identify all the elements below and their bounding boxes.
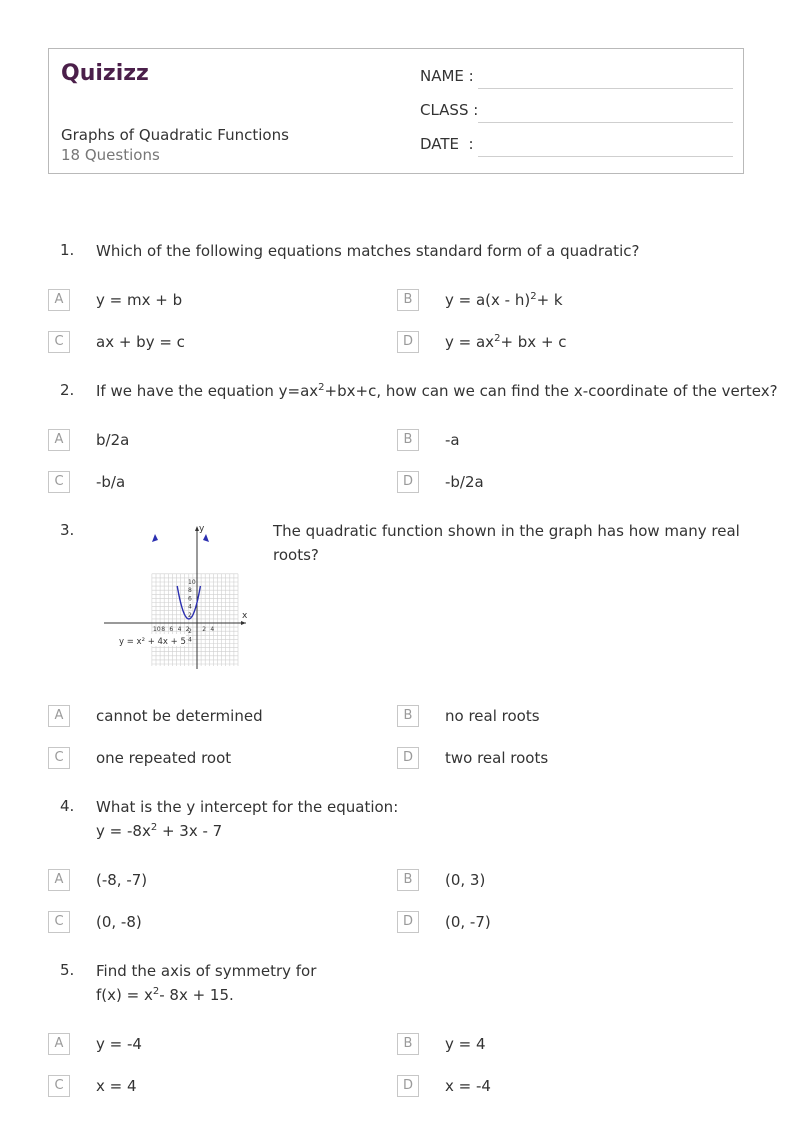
y-tick-label: 10 — [188, 579, 196, 586]
question-5-line-2-rest: - 8x + 15. — [159, 986, 234, 1004]
question-4-number: 4. — [60, 797, 75, 815]
q1-option-d-base: y = ax — [445, 333, 495, 351]
q4-option-b-text[interactable]: (0, 3) — [445, 871, 486, 889]
graph-grid — [152, 574, 238, 666]
class-line[interactable] — [478, 122, 733, 123]
y-tick-label: 6 — [188, 595, 192, 603]
q4-option-c-box[interactable]: C — [48, 911, 70, 933]
q5-option-a-text[interactable]: y = -4 — [96, 1035, 142, 1053]
q1-option-d-sup: 2 — [494, 333, 501, 344]
q1-option-b-box[interactable]: B — [397, 289, 419, 311]
question-2-text — [96, 379, 778, 403]
question-4-line-2-sup: 2 — [150, 822, 158, 833]
q1-option-b-text[interactable] — [445, 289, 563, 311]
question-4-text — [96, 795, 398, 843]
x-tick-label: 8 — [161, 626, 166, 633]
q1-option-d-rest: + bx + c — [500, 333, 567, 351]
curve-arrow-right — [203, 534, 209, 542]
q1-option-c-text[interactable]: ax + by = c — [96, 333, 185, 351]
class-label: CLASS : — [420, 101, 479, 119]
q1-option-b-rest: + k — [536, 291, 563, 309]
x-axis-arrow — [241, 621, 246, 625]
q2-option-c-text[interactable]: -b/a — [96, 473, 126, 491]
question-2-number: 2. — [60, 381, 75, 399]
name-field[interactable] — [420, 67, 733, 89]
question-5-text — [96, 959, 316, 1007]
q2-option-a-box[interactable]: A — [48, 429, 70, 451]
question-count: 18 Questions — [61, 146, 160, 164]
x-tick-label: 6 — [169, 626, 174, 633]
q2-option-b-text[interactable]: -a — [445, 431, 460, 449]
q3-option-c-text[interactable]: one repeated root — [96, 749, 232, 767]
x-tick-label: 10 — [153, 626, 161, 633]
q4-option-d-box[interactable]: D — [397, 911, 419, 933]
question-5-line-2-base: f(x) = x — [96, 986, 153, 1004]
name-label: NAME : — [420, 67, 474, 85]
question-2-text-rest: +bx+c, how can we can find the x-coordinate of the vertex? — [324, 382, 778, 400]
q4-option-d-text[interactable]: (0, -7) — [445, 913, 491, 931]
q1-option-d-text[interactable] — [445, 331, 567, 353]
x-tick-label: 2 — [185, 626, 190, 633]
q2-option-d-text[interactable]: -b/2a — [445, 473, 484, 491]
q4-option-c-text[interactable]: (0, -8) — [96, 913, 142, 931]
question-4-line-2-base: y = -8x — [96, 822, 151, 840]
q3-option-c-box[interactable]: C — [48, 747, 70, 769]
quizizz-logo: Quizizz — [61, 61, 149, 86]
parabola-graph — [100, 520, 250, 672]
x-tick-label: 4 — [210, 626, 215, 633]
q1-option-a-text[interactable]: y = mx + b — [96, 291, 183, 309]
date-field[interactable] — [420, 135, 733, 157]
x-tick-label: 2 — [202, 626, 207, 633]
curve-arrow-left — [152, 534, 158, 542]
x-axis-label: x — [242, 611, 248, 621]
worksheet-header — [48, 48, 744, 174]
q3-option-b-text[interactable]: no real roots — [445, 707, 540, 725]
y-tick-label: 4 — [188, 603, 192, 611]
question-3-number: 3. — [60, 521, 75, 539]
question-2-text-sup: 2 — [318, 382, 325, 393]
q4-option-a-box[interactable]: A — [48, 869, 70, 891]
question-4-line-2-rest: + 3x - 7 — [157, 822, 223, 840]
q5-option-c-box[interactable]: C — [48, 1075, 70, 1097]
q5-option-a-box[interactable]: A — [48, 1033, 70, 1055]
y-tick-label: 4 — [188, 636, 192, 644]
q1-option-c-box[interactable]: C — [48, 331, 70, 353]
y-axis-label: y — [199, 524, 205, 534]
question-4-line-1: What is the y intercept for the equation: — [96, 798, 399, 816]
class-field[interactable] — [420, 101, 733, 123]
equation-label: y = x² + 4x + 5 — [119, 637, 186, 647]
question-5-line-1: Find the axis of symmetry for — [96, 962, 317, 980]
worksheet-title: Graphs of Quadratic Functions — [61, 126, 289, 144]
q5-option-d-box[interactable]: D — [397, 1075, 419, 1097]
y-tick-label: 8 — [188, 587, 192, 595]
q2-option-d-box[interactable]: D — [397, 471, 419, 493]
question-5-line-2-sup: 2 — [152, 986, 160, 997]
q4-option-a-text[interactable]: (-8, -7) — [96, 871, 148, 889]
question-5-number: 5. — [60, 961, 75, 979]
q3-option-a-text[interactable]: cannot be determined — [96, 707, 263, 725]
q1-option-d-box[interactable]: D — [397, 331, 419, 353]
q1-option-a-box[interactable]: A — [48, 289, 70, 311]
x-tick-label: 4 — [177, 626, 182, 633]
q5-option-b-box[interactable]: B — [397, 1033, 419, 1055]
date-line[interactable] — [478, 156, 733, 157]
question-2-text-base: If we have the equation y=ax — [96, 382, 319, 400]
q1-option-b-base: y = a(x - h) — [445, 291, 531, 309]
q2-option-a-text[interactable]: b/2a — [96, 431, 130, 449]
question-3-text: The quadratic function shown in the graph has how many real roots? — [273, 522, 740, 564]
q5-option-d-text[interactable]: x = -4 — [445, 1077, 491, 1095]
q3-option-a-box[interactable]: A — [48, 705, 70, 727]
q3-option-d-text[interactable]: two real roots — [445, 749, 549, 767]
q4-option-b-box[interactable]: B — [397, 869, 419, 891]
date-label: DATE : — [420, 135, 474, 153]
name-line[interactable] — [478, 88, 733, 89]
question-4-line-2 — [96, 819, 398, 843]
q3-option-b-box[interactable]: B — [397, 705, 419, 727]
q5-option-b-text[interactable]: y = 4 — [445, 1035, 486, 1053]
q5-option-c-text[interactable]: x = 4 — [96, 1077, 137, 1095]
question-5-line-2 — [96, 983, 316, 1007]
question-1-number: 1. — [60, 241, 75, 259]
q2-option-b-box[interactable]: B — [397, 429, 419, 451]
q1-option-b-sup: 2 — [530, 291, 537, 302]
question-1-text: Which of the following equations matches standard form of a quadratic? — [96, 242, 640, 260]
q3-option-d-box[interactable]: D — [397, 747, 419, 769]
y-tick-label: 2 — [188, 611, 192, 619]
q2-option-c-box[interactable]: C — [48, 471, 70, 493]
y-tick-label: 2 — [188, 628, 192, 636]
